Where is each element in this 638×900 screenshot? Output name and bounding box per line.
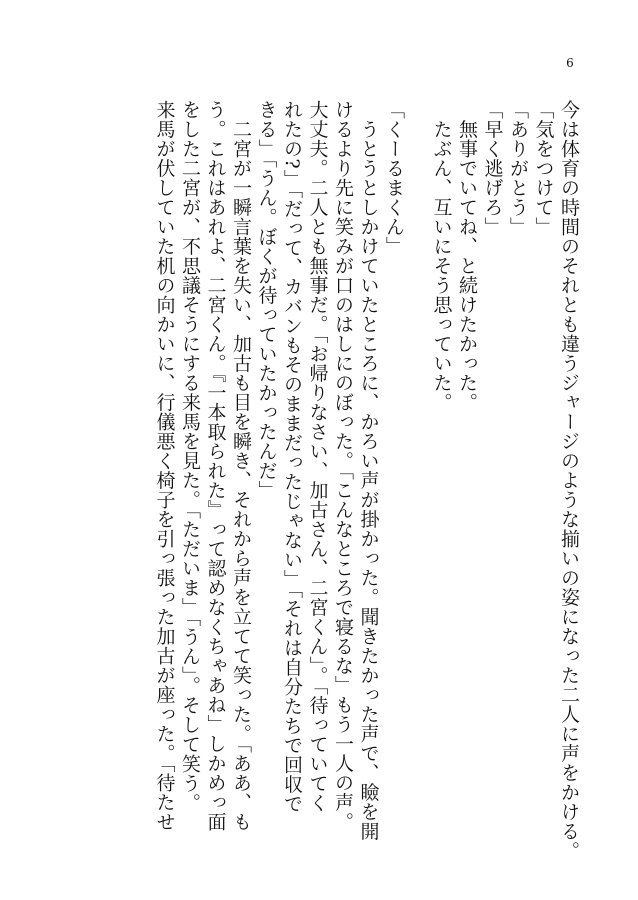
text-line: 「気をつけて」: [532, 100, 555, 237]
text-line: れたの?」「だって、カバンもそのままだったじゃない」「それは自分たちで回収で: [281, 100, 303, 814]
text-line: 「早く逃げろ」: [481, 100, 504, 237]
text-line: 今は体育の時間のそれとも違うジャージのような揃いの姿になった二人に声をかける。: [558, 100, 580, 861]
text-line: けるより先に笑みが口のはしにのぼった。「こんなところで寝るな」もう一人の声。: [332, 100, 354, 832]
text-line: 大丈夫。二人とも無事だ。「お帰りなさい、加古さん、二宮くん」。「待っていてく: [306, 100, 329, 813]
text-line: 「ありがとう」: [507, 100, 529, 237]
page-number: 6: [566, 56, 574, 70]
text-line: う。これはあれよ、二宮くん。『一本取られた』って認めなくちゃあね」しかめっ面: [204, 100, 227, 832]
text-line: きる」「うん。ぼくが待っていたかったんだ」: [255, 100, 278, 500]
text-line: 二宮が一瞬言葉を失い、加古も目を瞬き、それから声を立てて笑った。「ああ、も: [230, 100, 252, 832]
text-line: うとうとしかけていたところに、かろい声が掛かった。聞きたかった声で、瞼を開: [357, 100, 380, 841]
text-line: 来馬が伏していた机の向かいに、行儀悪く椅子を引っ張った加古が座った。「待たせ: [153, 100, 176, 832]
text-line: 「くーるまくん」: [383, 100, 405, 256]
text-line: たぶん、互いにそう思っていた。: [430, 100, 453, 412]
section-break: [406, 100, 428, 880]
text-line: 無事でいてね、と続けたかった。: [456, 100, 478, 412]
novel-text: [151, 100, 581, 880]
text-line: をした二宮が、不思議そうにする来馬を見た。「ただいま」「うん」。そして笑う。: [179, 100, 201, 813]
